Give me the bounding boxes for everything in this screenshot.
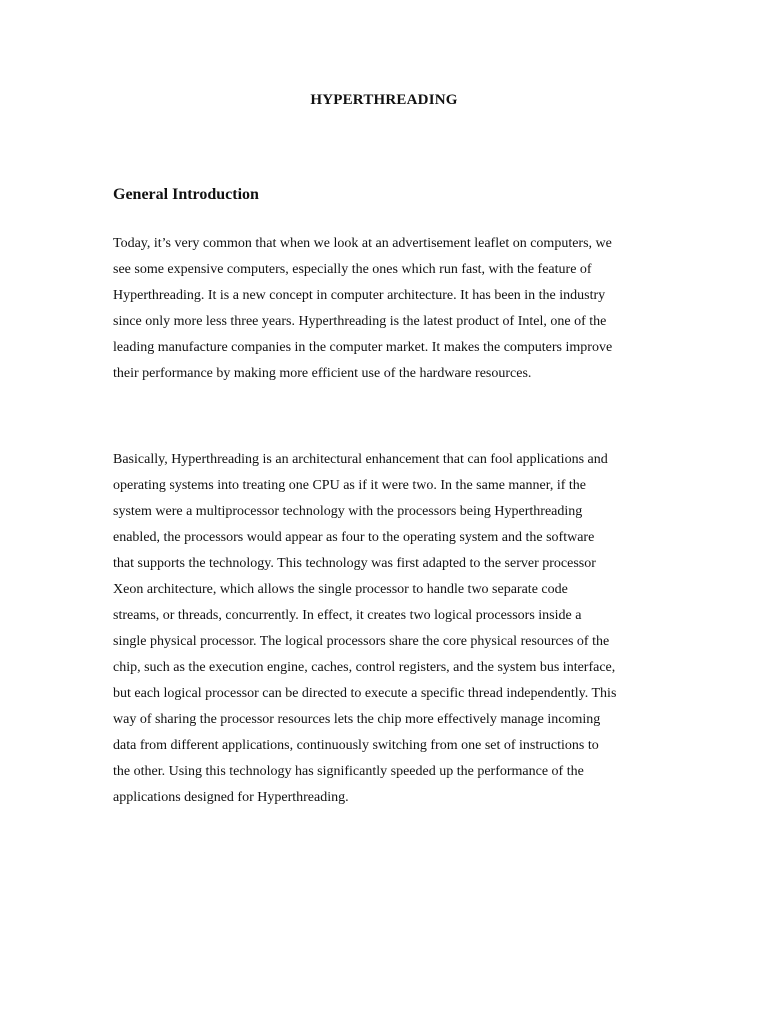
paragraph-line: single physical processor. The logical processors share the core physical resources of the	[113, 634, 610, 649]
paragraph-line: data from different applications, continuously switching from one set of instructions to	[113, 738, 599, 753]
paragraph-line: Xeon architecture, which allows the single processor to handle two separate code	[113, 582, 568, 597]
paragraph-line: streams, or threads, concurrently. In effect, it creates two logical processors inside a	[113, 608, 582, 623]
paragraph-line: enabled, the processors would appear as four to the operating system and the software	[113, 530, 595, 545]
paragraph-line: system were a multiprocessor technology with the processors being Hyperthreading	[113, 504, 583, 519]
paragraph-line: way of sharing the processor resources lets the chip more effectively manage incoming	[113, 712, 601, 727]
paragraph-line: that supports the technology. This technology was first adapted to the server processor	[113, 556, 596, 571]
paragraph-basically	[113, 447, 673, 811]
paragraph-intro	[113, 231, 673, 387]
paragraph-line: their performance by making more efficient use of the hardware resources.	[113, 366, 532, 381]
paragraph-line: see some expensive computers, especially the ones which run fast, with the feature of	[113, 262, 592, 277]
paragraph-line: chip, such as the execution engine, caches, control registers, and the system bus interface,	[113, 660, 616, 675]
paragraph-line: Basically, Hyperthreading is an architectural enhancement that can fool applications and	[113, 452, 608, 467]
paragraph-line: since only more less three years. Hyperthreading is the latest product of Intel, one of the	[113, 314, 607, 329]
section-heading: General Introduction	[113, 186, 259, 203]
paragraph-line: leading manufacture companies in the computer market. It makes the computers improve	[113, 340, 613, 355]
paragraph-line: Hyperthreading. It is a new concept in computer architecture. It has been in the industry	[113, 288, 606, 303]
paragraph-line: applications designed for Hyperthreading.	[113, 790, 349, 805]
paragraph-line: the other. Using this technology has significantly speeded up the performance of the	[113, 764, 584, 779]
paragraph-line: Today, it’s very common that when we look at an advertisement leaflet on computers, we	[113, 236, 612, 251]
paragraph-line: but each logical processor can be directed to execute a specific thread independently. This	[113, 686, 617, 701]
document-title: HYPERTHREADING	[310, 92, 458, 108]
paragraph-line: operating systems into treating one CPU as if it were two. In the same manner, if the	[113, 478, 586, 493]
